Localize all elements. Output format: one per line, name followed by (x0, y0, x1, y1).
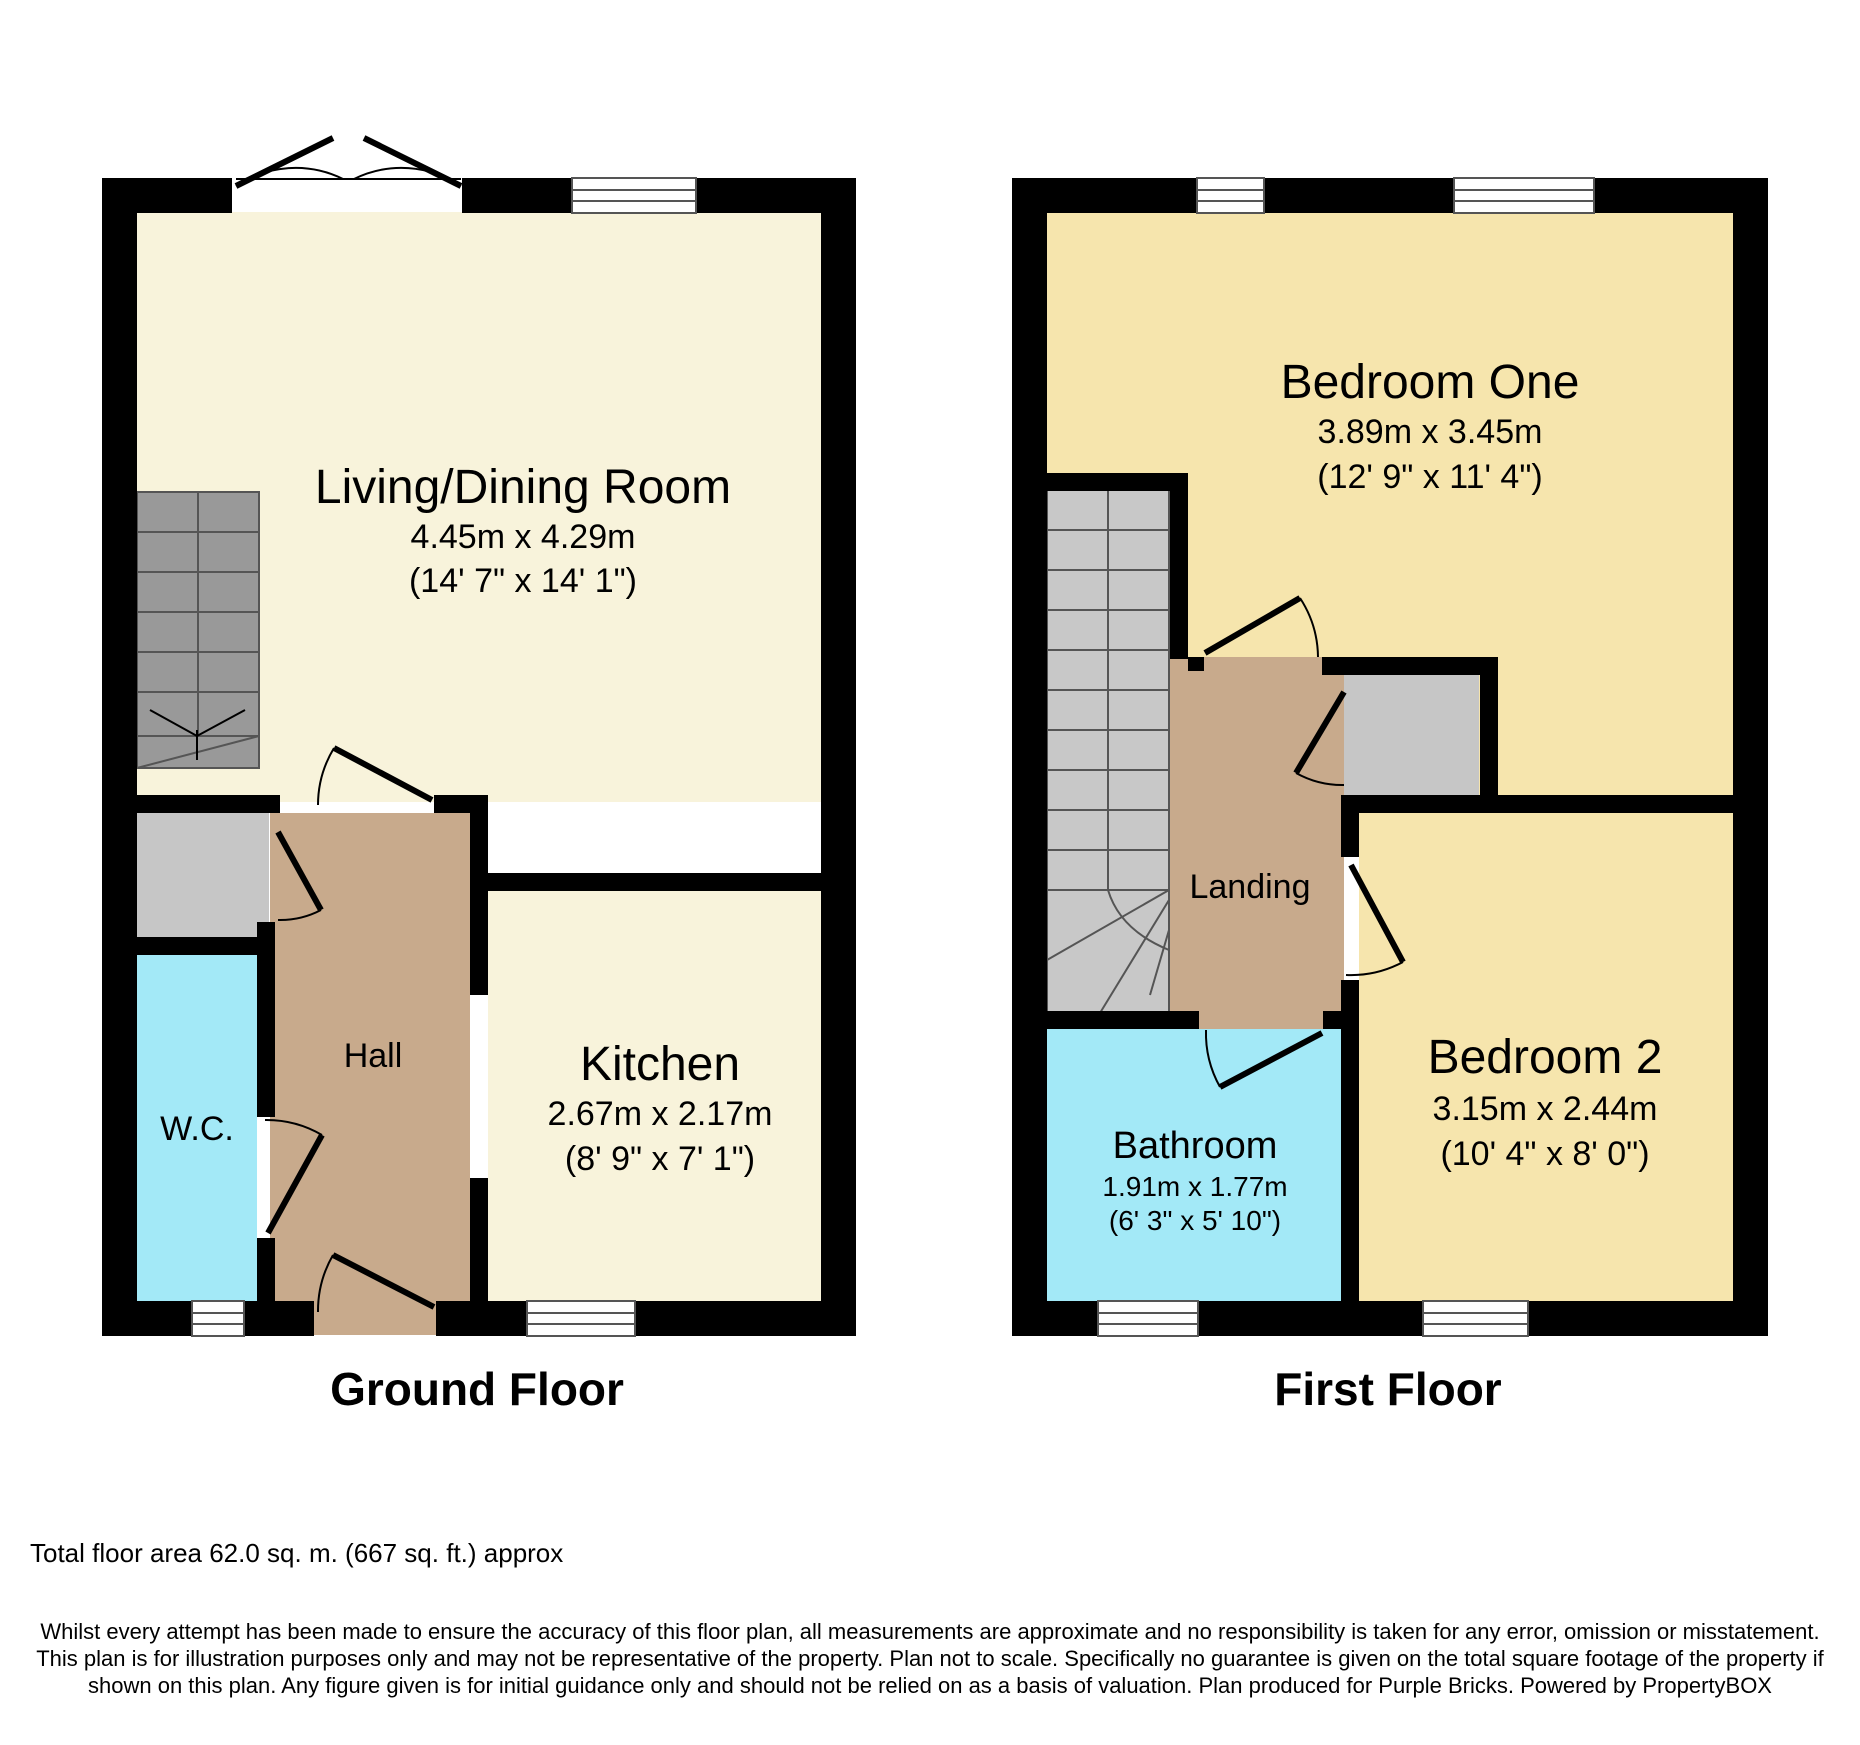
bedroom-one-label: Bedroom One (1280, 356, 1580, 409)
kitchen-label: Kitchen (579, 1038, 741, 1091)
landing-label: Landing (1189, 868, 1311, 906)
living-dining-room-imperial: (14' 7" x 14' 1") (408, 562, 638, 600)
first-stairs (1047, 490, 1169, 1013)
understairs-cupboard (137, 813, 269, 937)
bedroom-one-metric: 3.89m x 3.45m (1317, 413, 1543, 451)
first-floor-cupboard (1344, 672, 1479, 795)
living-dining-room-label: Living/Dining Room (314, 461, 732, 514)
kitchen-area (488, 887, 821, 1301)
first-floor-title: First Floor (1274, 1363, 1502, 1415)
kitchen-metric: 2.67m x 2.17m (547, 1095, 773, 1133)
ground-floor-plan (102, 138, 856, 1415)
wc-label: W.C. (160, 1110, 234, 1148)
ground-stairs (137, 492, 259, 768)
bedroom-two-imperial: (10' 4" x 8' 0") (1440, 1135, 1650, 1173)
total-floor-area: Total floor area 62.0 sq. m. (667 sq. ft.) approx (30, 1538, 564, 1568)
landing-area (1170, 657, 1344, 1029)
first-floor-plan (1012, 178, 1768, 1415)
disclaimer-text: Whilst every attempt has been made to ensure the accuracy of this floor plan, all measurements are approximate and no responsibility is taken for any error, omission or misstatement. This plan is for illustration purposes only and may not be representative of the property. Plan not to scale. Specifically no guarantee is given on the total square footage of the property if shown on this plan. Any figure given is for initial guidance only and should not be relied on as a basis of valuation. Plan produced for Purple Bricks. Powered by PropertyBOX (36, 1619, 1824, 1698)
bathroom-metric: 1.91m x 1.77m (1102, 1171, 1288, 1202)
kitchen-imperial: (8' 9" x 7' 1") (564, 1140, 756, 1178)
bedroom-two-label: Bedroom 2 (1427, 1031, 1663, 1084)
bathroom-label: Bathroom (1112, 1125, 1278, 1167)
bathroom-imperial: (6' 3" x 5' 10") (1108, 1205, 1282, 1236)
living-dining-room-metric: 4.45m x 4.29m (410, 518, 636, 556)
ground-floor-title: Ground Floor (330, 1363, 624, 1415)
hall-label: Hall (343, 1037, 403, 1075)
bedroom-one-imperial: (12' 9" x 11' 4") (1317, 458, 1543, 496)
bedroom-two-metric: 3.15m x 2.44m (1432, 1090, 1658, 1128)
